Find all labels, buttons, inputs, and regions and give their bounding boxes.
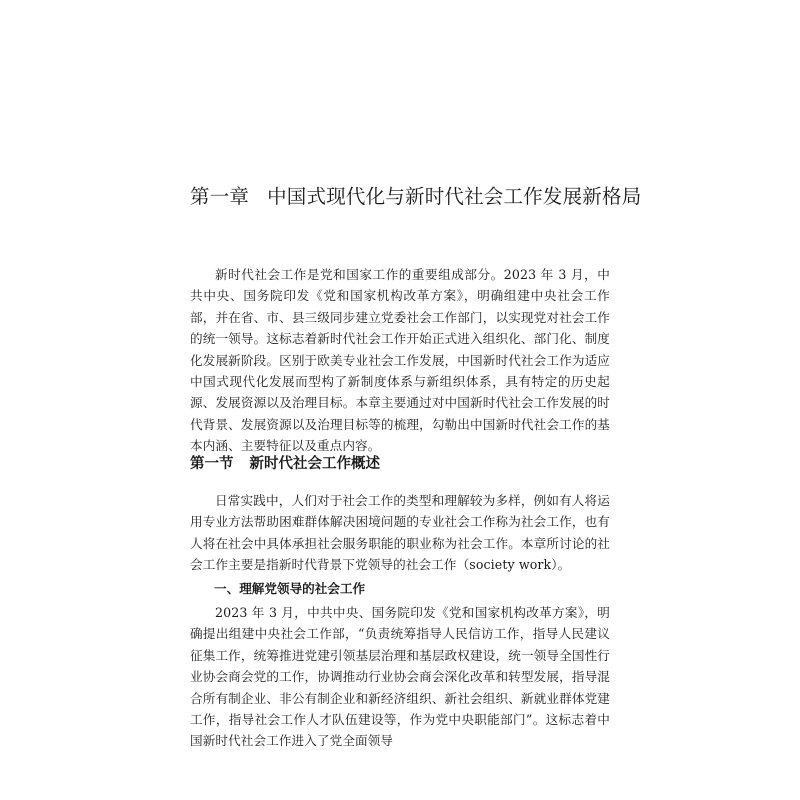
chapter-title: 中国式现代化与新时代社会工作发展新格局 <box>267 185 642 208</box>
section-paragraph: 日常实践中，人们对于社会工作的类型和理解较为多样，例如有人将运用专业方法帮助困难群体解决困境问题的专业社会工作称为社会工作，也有人将在社会中具体承担社会服务职能的职业称为社会工作。本章所讨论的社会工作主要是指新时代背景下党领导的社会工作（society work）。 <box>190 493 610 573</box>
chapter-heading <box>190 183 642 211</box>
section-heading <box>190 453 380 475</box>
section-number: 第一节 <box>190 456 234 472</box>
section-title: 新时代社会工作概述 <box>249 456 380 472</box>
subsection-heading: 一、理解党领导的社会工作 <box>214 581 366 596</box>
subsection-paragraph: 2023 年 3 月，中共中央、国务院印发《党和国家机构改革方案》，明确提出组建中央社会工作部，“负责统筹指导人民信访工作，指导人民建议征集工作，统筹推进党建引领基层治理和基层政权建设，统一领导全国性行业协会商会党的工作，协调推动行业协会商会深化改革和转型发展，指导混合所有制企业、非公有制企业和新经济组织、新社会组织、新就业群体党建工作，指导社会工作人才队伍建设等，作为党中央职能部门”。这标志着中国新时代社会工作进入了党全面领导 <box>190 605 610 749</box>
intro-paragraph: 新时代社会工作是党和国家工作的重要组成部分。2023 年 3 月，中共中央、国务院印发《党和国家机构改革方案》，明确组建中央社会工作部，并在省、市、县三级同步建立党委社会工作部门，以实现党对社会工作的统一领导。这标志着新时代社会工作开始正式进入组织化、部门化、制度化发展新阶段。区别于欧美专业社会工作发展，中国新时代社会工作为适应中国式现代化发展而型构了新制度体系与新组织体系，具有特定的历史起源、发展资源以及治理目标。本章主要通过对中国新时代社会工作发展的时代背景、发展资源以及治理目标等的梳理，勾勒出中国新时代社会工作的基本内涵、主要特征以及重点内容。 <box>190 267 610 454</box>
chapter-number: 第一章 <box>190 185 250 208</box>
